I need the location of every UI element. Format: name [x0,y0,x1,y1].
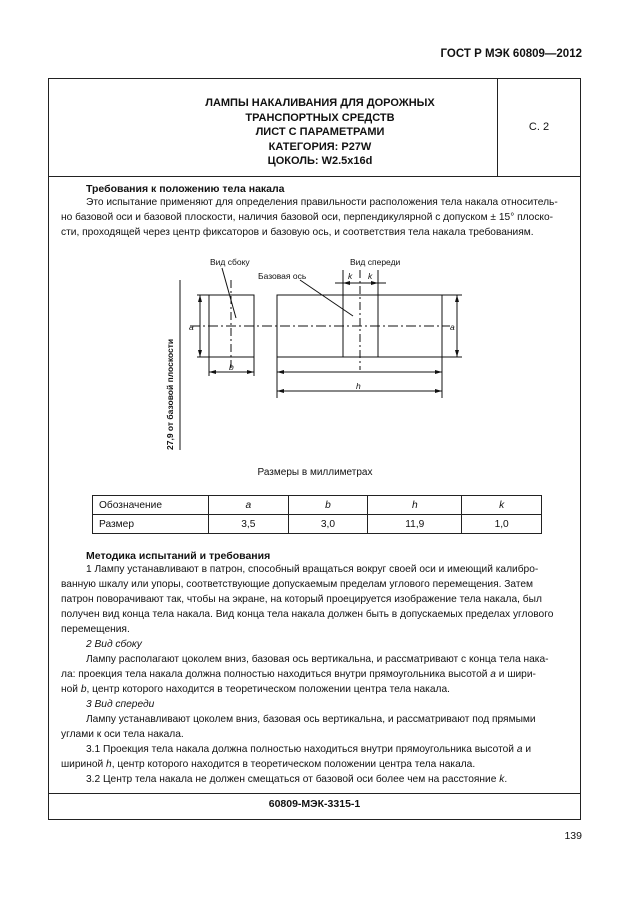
paragraph-line: получен вид конца тела накала. Вид конца тела накала должен быть в допускаемых пределах углового [61,609,554,620]
standard-code: ГОСТ Р МЭК 60809—2012 [440,48,582,60]
base-axis-label: Базовая ось [258,271,307,281]
paragraph-line: но базовой оси и базовой плоскости, наличия базовой оси, перпендикулярной с допуском ± 15° плоско- [61,212,554,223]
subsection-title: 2 Вид сбоку [86,639,142,650]
paragraph-line: углами к оси тела накала. [61,729,184,740]
sheet-title [180,96,460,169]
header-divider [48,176,581,177]
table-cell: 3,5 [209,515,289,534]
table-cell: 3,0 [288,515,368,534]
text-run: k [499,774,505,785]
paragraph-line [86,742,531,757]
text-run: ной [61,684,81,695]
table-cell: 1,0 [462,515,542,534]
paragraph-line: Лампу располагают цоколем вниз, базовая ось вертикальна, и рассматривают с конца тела нака- [86,654,549,665]
text-run: b [80,684,87,695]
text-run: ла: проекция тела накала должна полностью находиться внутри прямоугольника высотой [61,669,491,680]
table-row [93,515,542,534]
title-line: ЛАМПЫ НАКАЛИВАНИЯ ДЛЯ ДОРОЖНЫХ [205,97,435,109]
paragraph-line [61,667,536,682]
paragraph-line [86,772,507,787]
text-run: h [106,759,112,770]
paragraph-line: сти, проходящей через центр фиксаторов и базовую ось, и соответствия тела накала требованиям. [61,227,534,238]
subsection-title: 3 Вид спереди [86,699,155,710]
table-cell: a [209,496,289,515]
text-run: , центр которого находится в теоретическом положении центра тела накала. [86,684,450,695]
table-cell: b [288,496,368,515]
front-view-label: Вид спереди [350,257,401,267]
side-view-label: Вид сбоку [210,257,250,267]
table-cell: k [462,496,542,515]
footer-divider [48,793,581,794]
page-number: 139 [564,830,582,842]
page-reference: С. 2 [528,121,550,133]
reference-plane-label: 27,9 от базовой плоскости [165,338,175,450]
k-label: k [368,271,373,281]
a-label: a [450,322,455,332]
section-heading: Требования к положению тела накала [86,183,285,195]
paragraph-line: патрон поворачивают так, чтобы на экране, на который проецируется изображение тела накала, был [61,594,542,605]
table-cell: h [368,496,462,515]
paragraph-line: 1 Лампу устанавливают в патрон, способный вращаться вокруг своей оси и имеющий калибро- [86,564,539,575]
h-label: h [356,381,361,391]
title-line: ЛИСТ С ПАРАМЕТРАМИ [255,126,385,138]
table-row [93,496,542,515]
filament-position-diagram [150,250,470,460]
section-heading: Методика испытаний и требования [86,550,271,562]
table-cell: Размер [93,515,209,534]
k-label: k [348,271,353,281]
text-run: шириной [61,759,107,770]
paragraph-line: перемещения. [61,624,130,635]
paragraph-line [61,757,475,772]
title-line: КАТЕГОРИЯ: P27W [268,140,372,153]
text-run: 3.2 Центр тела накала не должен смещаться от базовой оси более чем на расстояние [86,774,500,785]
text-run: a [490,669,496,680]
text-run: . [504,774,508,785]
text-run: a [516,744,523,755]
table-cell: Обозначение [93,496,209,515]
parameters-table [92,495,542,534]
text-run: , центр которого находится в теоретическом положении центра тела накала. [111,759,476,770]
paragraph-line [61,682,450,697]
dimensions-caption: Размеры в миллиметрах [257,467,373,478]
paragraph-line: Это испытание применяют для определения правильности расположения тела накала относитель- [86,197,558,208]
text-run: и шири- [495,669,536,680]
b-label: b [229,362,234,372]
paragraph-line: Лампу устанавливают цоколем вниз, базовая ось вертикальна, и рассматривают под прямыми [86,714,536,725]
text-run: и [522,744,532,755]
document-code: 60809-МЭК-3315-1 [268,798,361,810]
title-line: ЦОКОЛЬ: W2.5x16d [267,155,373,167]
title-line: ТРАНСПОРТНЫХ СРЕДСТВ [245,111,395,124]
paragraph-line: ванную шкалу или упоры, соответствующие допускаемым пределам углового перемещения. Затем [61,579,534,590]
table-cell: 11,9 [368,515,462,534]
a-label: a [189,322,194,332]
text-run: 3.1 Проекция тела накала должна полностью находиться внутри прямоугольника высотой [86,744,517,755]
